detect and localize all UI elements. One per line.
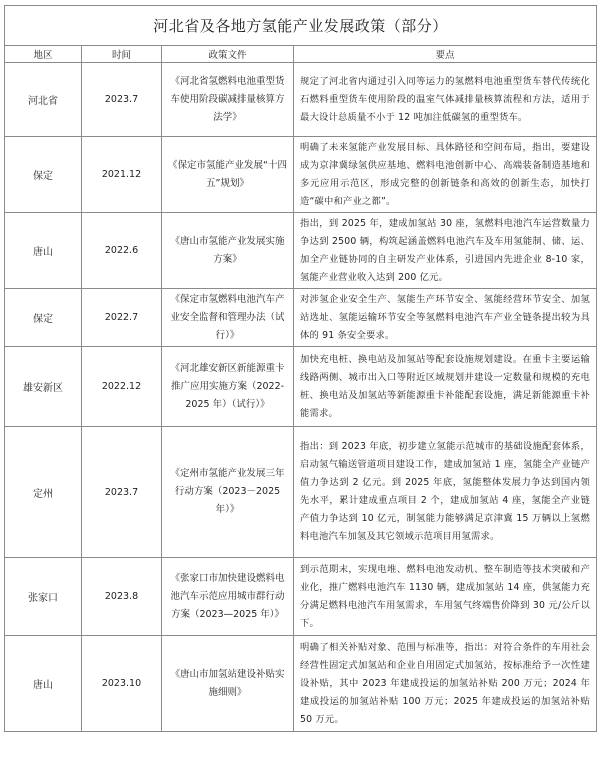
row-region: 张家口 <box>5 558 82 636</box>
table-row <box>5 558 597 636</box>
row-time: 2023.10 <box>82 636 162 732</box>
row-doc: 《保定市氢燃料电池汽车产业安全监督和管理办法（试行）》 <box>162 289 294 347</box>
row-time: 2023.8 <box>82 558 162 636</box>
header-row <box>5 46 597 63</box>
row-time: 2023.7 <box>82 427 162 558</box>
row-time: 2022.12 <box>82 347 162 427</box>
row-doc: 《河北省氢燃料电池重型货车使用阶段碳减排量核算方法学》 <box>162 63 294 137</box>
row-region: 河北省 <box>5 63 82 137</box>
row-points: 规定了河北省内通过引入同等运力的氢燃料电池重型货车替代传统化石燃料重型货车使用阶段的温室气体减排量核算流程和方法，适用于最大设计总质量不小于 12 吨加注低碳氢的重型货车。 <box>294 63 597 137</box>
row-region: 保定 <box>5 289 82 347</box>
row-points: 指出，到 2025 年，建成加氢站 30 座，氢燃料电池汽车运营数量力争达到 2500 辆，构筑起涵盖燃料电池汽车及车用氢能制、储、运、加全产业链协同的自主研发产业体系，引进国内先进企业 8-10 家，氢能产业营业收入达到 200 亿元。 <box>294 213 597 289</box>
row-points: 加快充电桩、换电站及加氢站等配套设施规划建设。在重卡主要运输线路两侧、城市出入口等附近区域规划并建设一定数量和规模的充电桩、换电站及加氢站等新能源重卡补能配套设施，满足新能源重卡补能需求。 <box>294 347 597 427</box>
table-row <box>5 347 597 427</box>
row-points: 到示范期末，实现电堆、燃料电池发动机、整车制造等技术突破和产业化，推广燃料电池汽车 1130 辆，建成加氢站 14 座，供氢能力充分满足燃料电池汽车用氢需求，车用氢气终端售价降到 30 元/公斤以下。 <box>294 558 597 636</box>
policy-table <box>4 5 597 732</box>
row-doc: 《张家口市加快建设燃料电池汽车示范应用城市群行动方案（2023—2025 年）》 <box>162 558 294 636</box>
row-points: 对涉氢企业安全生产、氢能生产环节安全、氢能经营环节安全、加氢站选址、氢能运输环节安全等氢燃料电池汽车产业全链条提出较为具体的 91 条安全要求。 <box>294 289 597 347</box>
row-doc: 《保定市氢能产业发展“十四五”规划》 <box>162 137 294 213</box>
table-row <box>5 137 597 213</box>
header-points: 要点 <box>294 46 597 63</box>
policy-table-container <box>4 5 596 732</box>
row-doc: 《定州市氢能产业发展三年行动方案（2023－2025 年）》 <box>162 427 294 558</box>
table-row <box>5 63 597 137</box>
table-row <box>5 213 597 289</box>
row-points: 指出：到 2023 年底，初步建立氢能示范城市的基础设施配套体系，启动氢气输送管道项目建设工作，建成加氢站 1 座，氢能全产业链产值力争达到 2 亿元。到 2025 年底，氢能整体发展力争达到国内领先水平，累计建成重点项目 2 个，建成加氢站 4 座，氢能全产业链产值力争达到 10 亿元，制氢能力能够满足京津冀 15 万辆以上氢燃料电池汽车加氢及其它领域示范项目用氢需求。 <box>294 427 597 558</box>
row-region: 唐山 <box>5 213 82 289</box>
row-region: 保定 <box>5 137 82 213</box>
row-doc: 《唐山市加氢站建设补贴实施细则》 <box>162 636 294 732</box>
row-points: 明确了相关补贴对象、范围与标准等，指出：对符合条件的车用社会经营性固定式加氢站和企业自用固定式加氢站，按标准给予一次性建设补贴，其中 2023 年建成投运的加氢站补贴 200 万元；2024 年建成投运的加氢站补贴 100 万元；2025 年建成投运的加氢站补贴 50 万元。 <box>294 636 597 732</box>
table-row <box>5 636 597 732</box>
header-doc: 政策文件 <box>162 46 294 63</box>
row-region: 唐山 <box>5 636 82 732</box>
row-region: 雄安新区 <box>5 347 82 427</box>
row-time: 2022.6 <box>82 213 162 289</box>
row-region: 定州 <box>5 427 82 558</box>
row-points: 明确了未来氢能产业发展目标、具体路径和空间布局，指出，要建设成为京津冀绿氢供应基地、燃料电池创新中心、高端装备制造基地和多元应用示范区，形成完整的创新链条和高效的创新生态，加快打造“碳中和产业之都”。 <box>294 137 597 213</box>
row-time: 2022.7 <box>82 289 162 347</box>
row-time: 2023.7 <box>82 63 162 137</box>
table-title: 河北省及各地方氢能产业发展政策（部分） <box>5 6 597 46</box>
table-row <box>5 289 597 347</box>
row-doc: 《河北雄安新区新能源重卡推广应用实施方案（2022-2025 年）（试行）》 <box>162 347 294 427</box>
row-time: 2021.12 <box>82 137 162 213</box>
table-row <box>5 427 597 558</box>
header-region: 地区 <box>5 46 82 63</box>
header-time: 时间 <box>82 46 162 63</box>
row-doc: 《唐山市氢能产业发展实施方案》 <box>162 213 294 289</box>
